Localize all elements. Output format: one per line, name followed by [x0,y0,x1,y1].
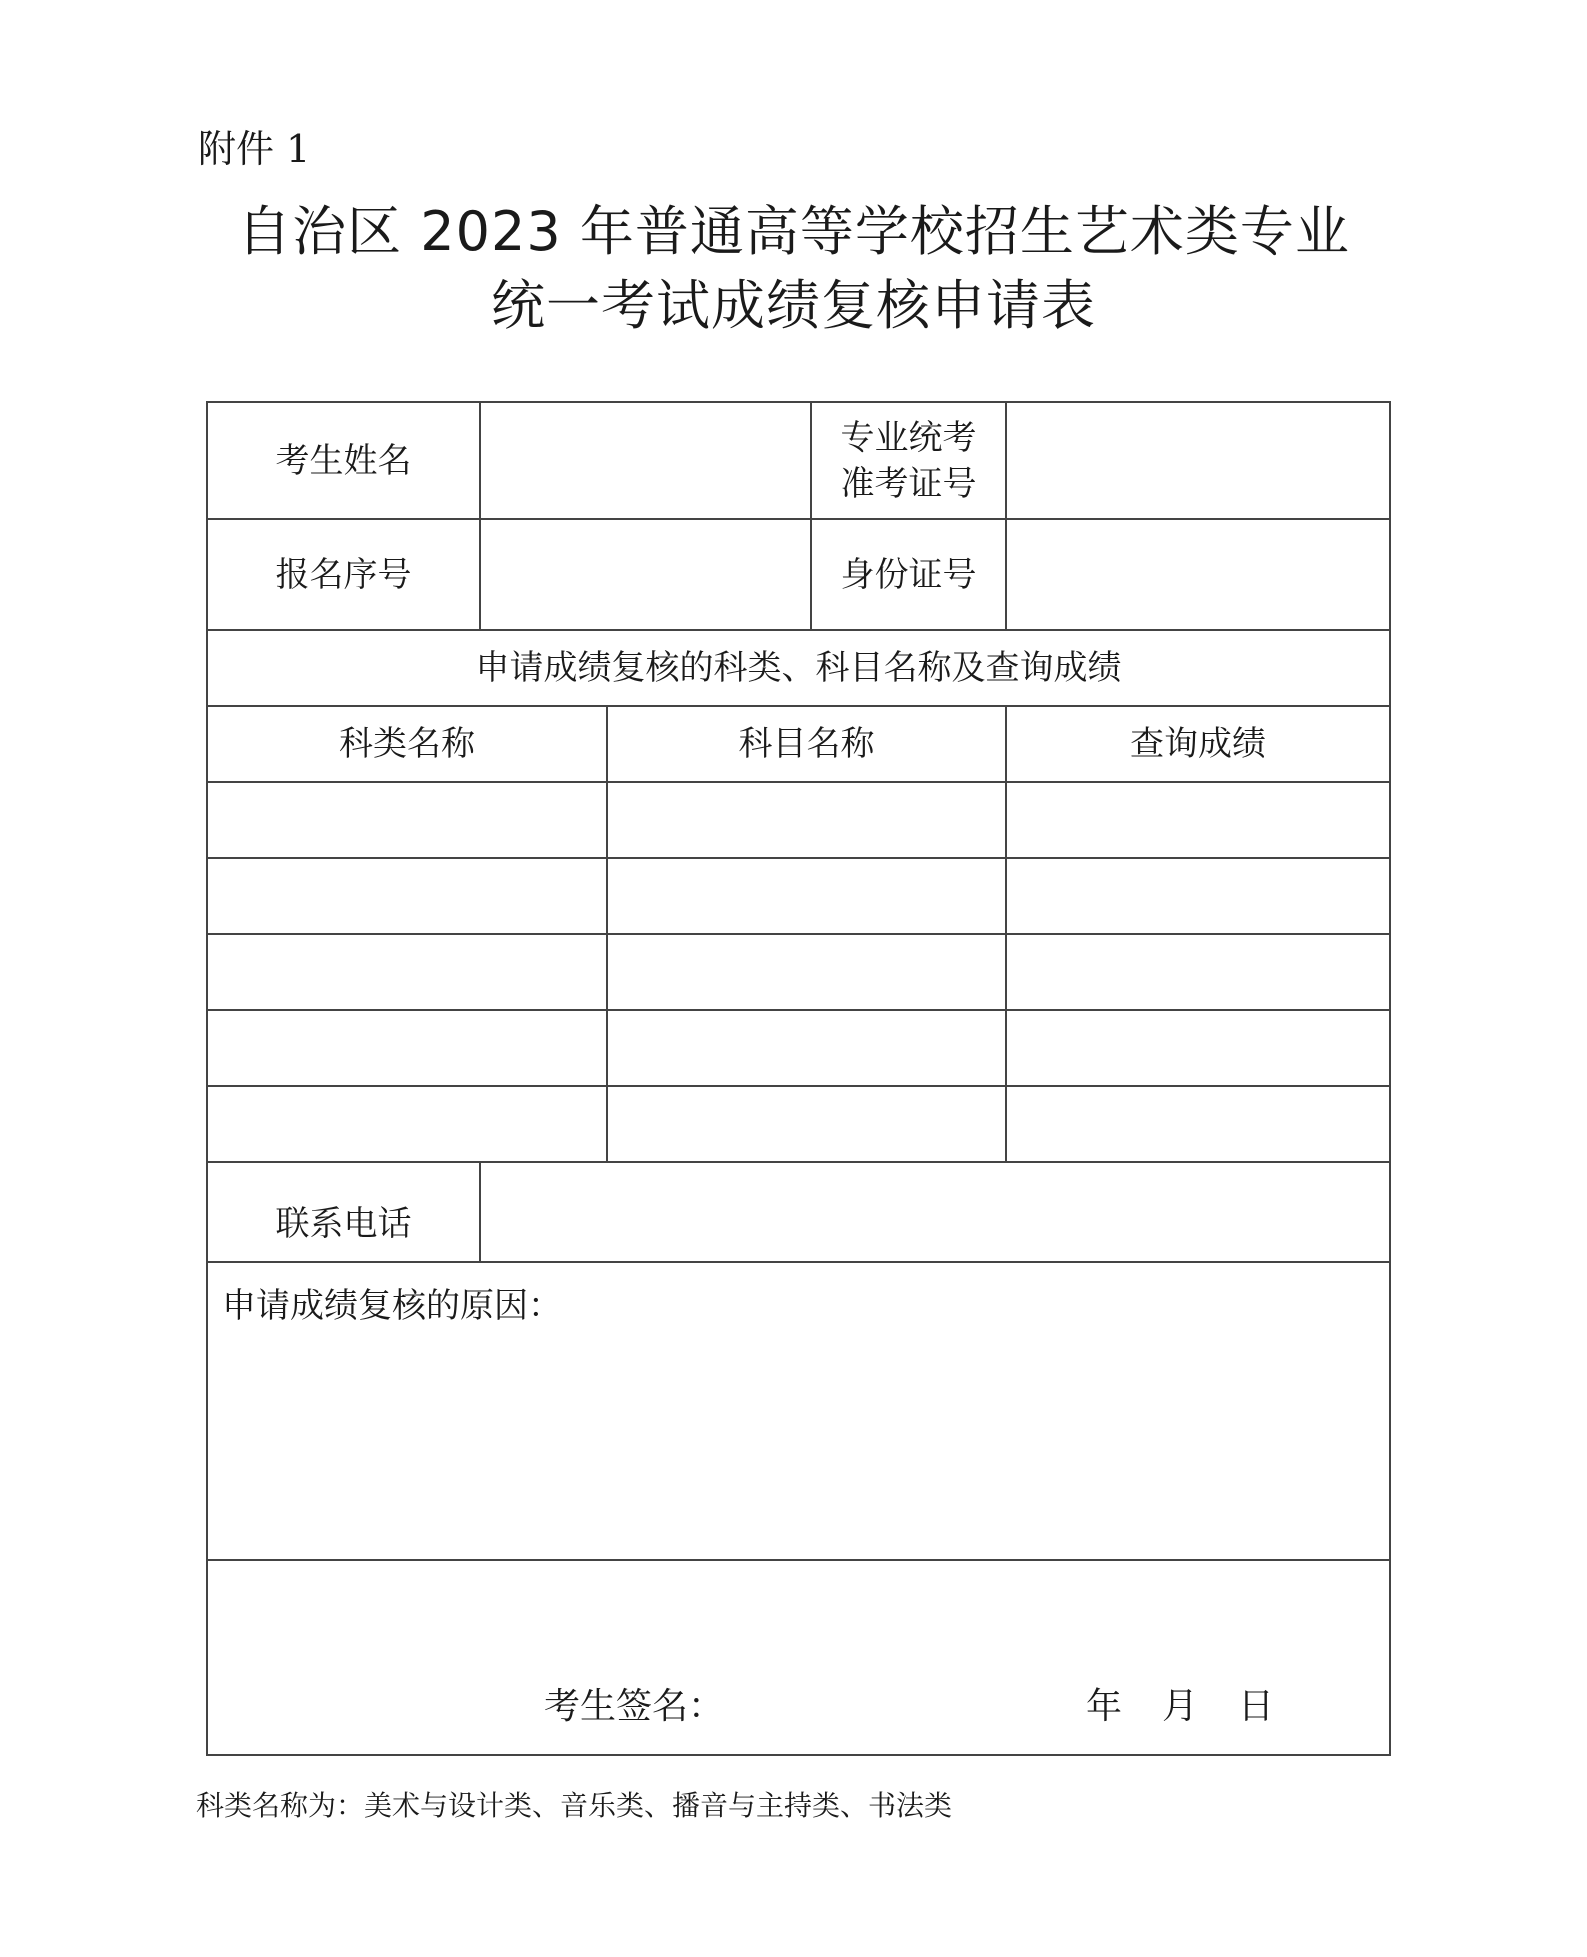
exam-id-field[interactable] [1007,403,1389,518]
candidate-name-label: 考生姓名 [275,440,412,481]
row-divider [208,1559,1389,1561]
date-year-label: 年 [1086,1686,1123,1727]
column-header-subject: 科目名称 [738,724,875,764]
table-row[interactable] [208,935,1389,1009]
id-card-field[interactable] [1007,520,1389,629]
reason-field[interactable] [208,1333,1389,1559]
reason-label: 申请成绩复核的原因： [222,1286,562,1326]
candidate-name-field[interactable] [481,403,810,518]
table-row[interactable] [208,1011,1389,1085]
signature-label: 考生签名： [544,1686,725,1727]
phone-field[interactable] [481,1163,1389,1261]
table-row[interactable] [208,783,1389,857]
signature-field[interactable] [728,1673,1028,1733]
id-card-label: 身份证号 [840,554,977,595]
date-day-label: 日 [1238,1686,1275,1727]
subjects-section-title: 申请成绩复核的科类、科目名称及查询成绩 [475,648,1122,688]
application-form-table [206,401,1391,1756]
category-footnote: 科类名称为：美术与设计类、音乐类、播音与主持类、书法类 [196,1789,953,1822]
column-header-category: 科类名称 [339,724,475,764]
page-title-line2: 统一考试成绩复核申请表 [491,274,1096,337]
exam-id-label-line2: 准考证号 [840,463,977,504]
registration-number-field[interactable] [481,520,810,629]
table-row[interactable] [208,1087,1389,1161]
phone-label: 联系电话 [275,1204,412,1244]
row-divider [208,1261,1389,1263]
exam-id-label [812,403,1005,518]
registration-number-label: 报名序号 [275,554,412,595]
page-title-line1: 自治区 2023 年普通高等学校招生艺术类专业 [237,200,1350,263]
attachment-label: 附件 1 [198,127,311,171]
date-month-label: 月 [1162,1686,1199,1727]
exam-id-label-line1: 专业统考 [840,417,977,458]
column-header-score: 查询成绩 [1130,724,1266,764]
table-row[interactable] [208,859,1389,933]
